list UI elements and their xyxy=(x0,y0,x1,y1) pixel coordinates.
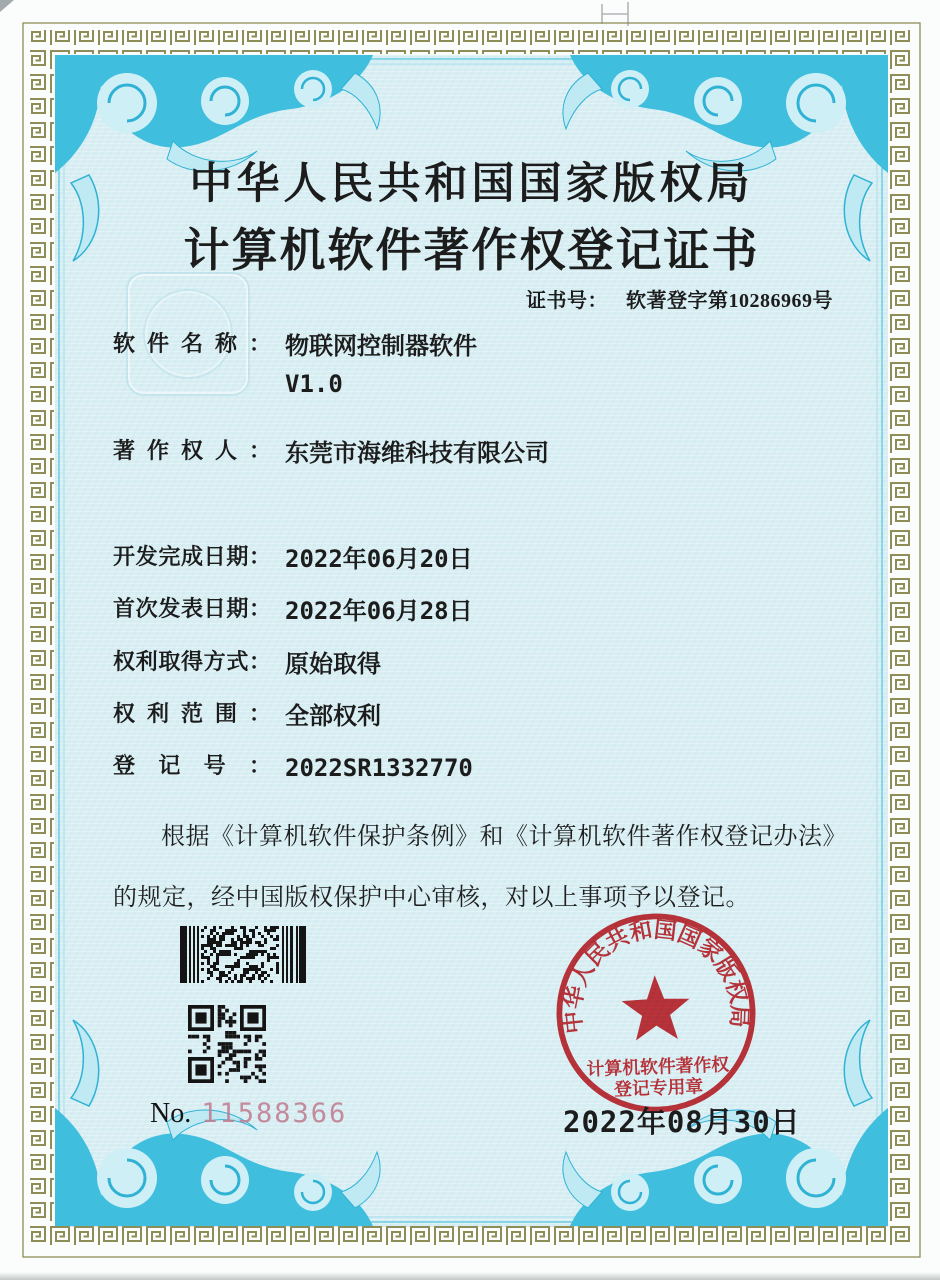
scan-corner-shadow xyxy=(0,0,14,12)
seal-line1: 计算机软件著作权 xyxy=(586,1054,730,1080)
field-label: 开发完成日期： xyxy=(113,544,271,569)
field-label: 首次发表日期： xyxy=(113,596,271,621)
field-row-rights-scope xyxy=(113,697,381,735)
field-row-registration-number xyxy=(113,749,473,787)
software-version: V1.0 xyxy=(285,370,343,398)
pencil-mark xyxy=(588,0,658,28)
field-row-copyright-owner xyxy=(113,434,549,472)
registration-paragraph: 根据《计算机软件保护条例》和《计算机软件著作权登记办法》的规定，经中国版权保护中心审核，对以上事项予以登记。 xyxy=(113,823,835,911)
field-row-software-name xyxy=(113,327,477,403)
certificate-title: 计算机软件著作权登记证书 xyxy=(183,225,760,276)
meander-right xyxy=(889,30,913,1250)
field-value: 东莞市海维科技有限公司 xyxy=(285,439,549,467)
certificate-number xyxy=(526,284,833,313)
field-row-first-publish-date xyxy=(113,592,473,630)
field-value: 2022年06月20日 xyxy=(285,545,473,573)
authority-title: 中华人民共和国国家版权局 xyxy=(189,161,754,208)
software-name: 物联网控制器软件 xyxy=(285,332,477,360)
field-row-dev-complete-date xyxy=(113,540,473,578)
qr-code xyxy=(188,1005,266,1083)
seal-arc-text: 中华人民共和国国家版权局 xyxy=(559,916,752,1035)
field-value: 原始取得 xyxy=(285,650,381,678)
field-value: 全部权利 xyxy=(285,702,381,730)
meander-bottom xyxy=(30,1226,913,1250)
field-value xyxy=(285,327,477,403)
certificate-number-label: 证书号： xyxy=(526,290,608,312)
field-row-rights-acquisition xyxy=(113,645,381,683)
seal-line2: 登记专用章 xyxy=(613,1076,704,1100)
scan-edge-shadow xyxy=(0,1272,940,1280)
field-label: 软件名称： xyxy=(113,331,271,356)
meander-left xyxy=(30,30,54,1250)
field-label: 权利取得方式： xyxy=(113,649,271,674)
barcode-2d xyxy=(180,926,306,983)
field-value: 2022年06月28日 xyxy=(285,597,473,625)
meander-top xyxy=(30,30,913,54)
serial-prefix: No. xyxy=(150,1098,192,1129)
serial-number-line xyxy=(150,1098,347,1130)
star-icon xyxy=(621,974,691,1041)
field-label: 著作权人： xyxy=(113,438,271,463)
issue-date: 2022年08月30日 xyxy=(563,1105,801,1139)
certificate-number-value: 软著登字第10286969号 xyxy=(626,290,833,312)
field-label: 登记号： xyxy=(113,753,271,778)
serial-number: 11588366 xyxy=(201,1098,348,1129)
field-value: 2022SR1332770 xyxy=(285,754,473,782)
field-label: 权利范围： xyxy=(113,701,271,726)
official-seal xyxy=(547,904,764,1121)
